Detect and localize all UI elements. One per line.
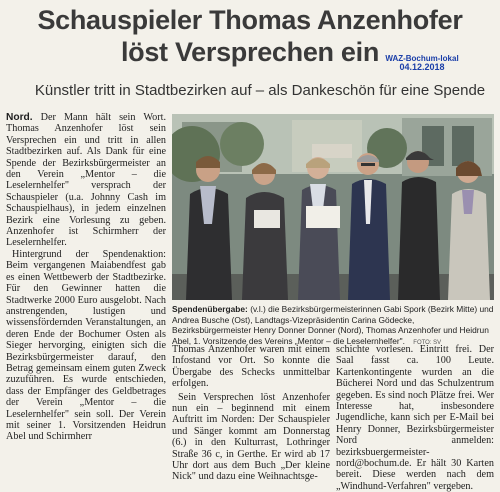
caption-text: (v.l.) die Bezirksbürgermeisterinnen Gabi Spork (Bezirk Mitte) und Andrea Busche (Ost), Landtags-Vizepräsidentin Carina Gödecke, Bezirksbürgermeister Henry Donner Donner (Nord), Thomas Anzenhofer und Heidrun Abel, 1. Vorsitzende des Vereins „Mentor – die Leselernhelfer". bbox=[172, 304, 494, 346]
source-name: WAZ-Bochum-lokal bbox=[385, 54, 459, 63]
left-paragraph-2: Hintergrund der Spendenaktion: Beim vergangenen Maiabendfest gab es einen Wettbewerb der Stadtbezirke. Für den Gewinner hatten die Stadtwerke 2000 Euro ausgelobt. Nach anstrengenden, lustigen und wissensfördernden Veranstaltungen, an deren Ende der Bochumer Osten als Sieger hervorging, einigten sich die Bezirksbürgermeister darauf, den Betrag gemeinsam einem guten Zweck zuzuführen. Es wurde entschieden, dass der Empfänger des Geldbetrages der Verein „Mentor – die Leselernhelfer" sein soll. Der Verein mit seiner 1. Vorsitzenden Heidrun Abel und Schirmherr bbox=[6, 248, 166, 443]
caption-label: Spendenübergabe: bbox=[172, 304, 248, 314]
source-stamp bbox=[380, 54, 464, 72]
dateline: Nord. bbox=[6, 112, 33, 123]
right-paragraph-1: schichte vorlesen. Eintritt frei. Der Saal fasst ca. 100 Leute. Kartenkontingente wurden an die Bücherei Nord und das Schulzentrum gegeben. Es sind noch Plätze frei. Wer Interesse hat, insbesondere Jugendliche, kann sich per E-Mail bei Henry Donner, Bezirksbürgermeister Nord anmelden: bezirksbuergermeister-nord@bochum.de. Er hält 30 Karten bereit. Diese werden nach dem „Windhund-Verfahren" vergeben. bbox=[336, 344, 494, 492]
photo-credit: FOTO: SV bbox=[413, 339, 442, 346]
headline-line-1: Schauspieler Thomas Anzenhofer bbox=[37, 5, 463, 35]
left-column bbox=[6, 112, 166, 443]
source-date: 04.12.2018 bbox=[399, 62, 445, 72]
right-column bbox=[336, 344, 494, 492]
middle-paragraph-1: Thomas Anzenhofer waren mit einem Infostand vor Ort. So konnte die Übergabe des Schecks unmittelbar erfolgen. bbox=[172, 344, 330, 390]
middle-paragraph-2: Sein Versprechen löst Anzenhofer nun ein – beginnend mit einem Auftritt im Norden: Der Schauspieler und Sänger kommt am Donnerstag (6.) in den Kulturrast, Lothringer Straße 36 c, in Gerthe. Er wird ab 17 Uhr dort aus dem Buch „Der kleine Nick" und dazu eine Weihnachtsge- bbox=[172, 391, 330, 483]
subtitle: Künstler tritt in Stadtbezirken auf – als Dankeschön für eine Spende bbox=[34, 82, 486, 99]
left-paragraph-1: Der Mann hält sein Wort. Thomas Anzenhofer löst sein Versprechen ein und tritt in allen Stadtbezirken auf. Als Dank für eine Spende der Bezirksbürgermeister an den Verein „Mentor – die Leselernhelfer" versprach der Schauspieler (u.a. Johnny Cash im Schauspielhaus), in jedem einzelnen Bezirk eine Vorlesung zu geben. Anzenhofer ist Schirmherr der Leselernhelfer. bbox=[6, 112, 166, 249]
photo-caption bbox=[172, 304, 494, 348]
group-photo-image bbox=[172, 114, 494, 300]
group-photo bbox=[172, 114, 494, 300]
middle-column bbox=[172, 344, 330, 483]
headline-line-2: löst Versprechen ein bbox=[120, 37, 380, 67]
